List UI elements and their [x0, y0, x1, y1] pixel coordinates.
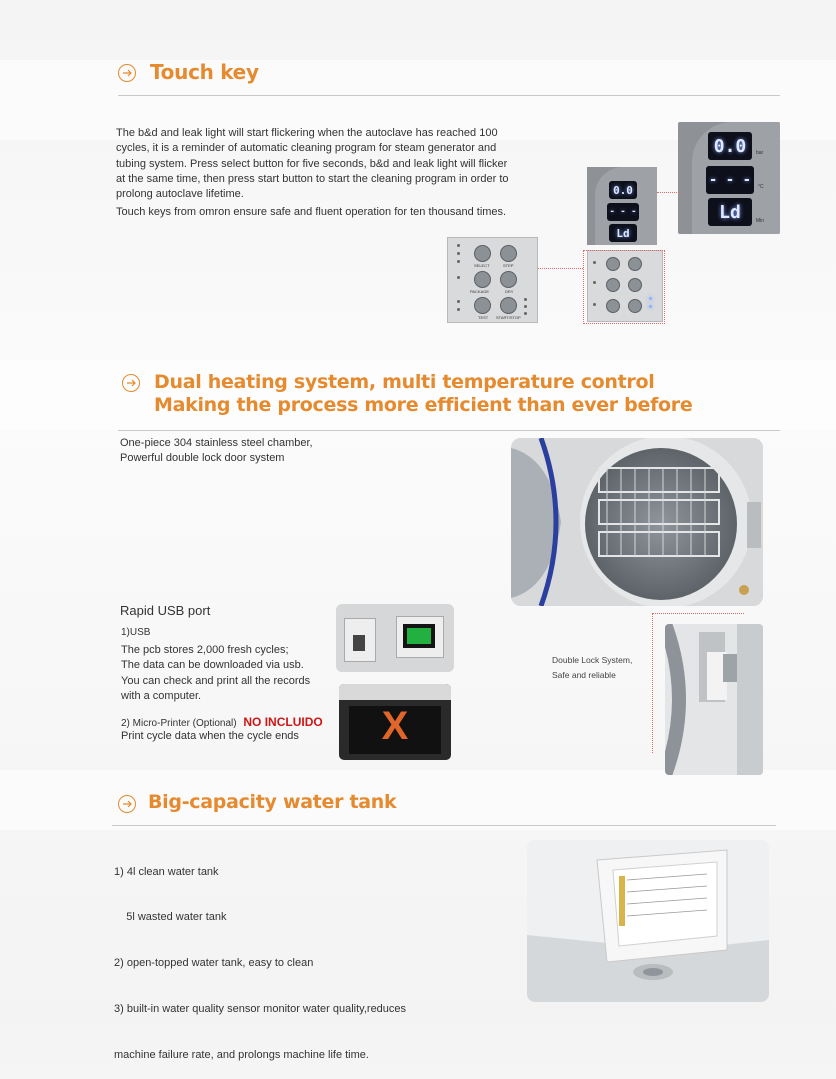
- led-temperature: - - -: [706, 166, 754, 194]
- text-line: 3) built-in water quality sensor monitor water quality,reduces: [114, 1003, 407, 1016]
- text-line: at the same time, then press start button to start the cleaning program in order to: [116, 172, 509, 185]
- led-temperature: - - -: [607, 203, 639, 221]
- arrow-circle-icon: [118, 64, 136, 82]
- touch-key-description: [116, 126, 536, 221]
- text-line: machine failure rate, and prolongs machine life time.: [114, 1049, 369, 1062]
- key-label: PACKAGE: [470, 289, 490, 294]
- double-lock-image: [665, 624, 763, 775]
- not-included-note: NO INCLUIDO: [243, 715, 323, 729]
- dry-key[interactable]: [500, 271, 517, 288]
- text-line: with a computer.: [121, 689, 202, 702]
- power-switch-icon: [407, 628, 431, 644]
- text-line: The data can be downloaded via usb.: [121, 659, 304, 672]
- connector-line: [657, 192, 679, 193]
- unit-label: bar: [756, 150, 764, 156]
- title-line: Dual heating system, multi temperature control: [154, 371, 655, 393]
- usb-icon: [353, 635, 365, 651]
- indicator-light: [457, 276, 460, 279]
- text-line: 2) Micro-Printer (Optional): [121, 718, 237, 729]
- package-key[interactable]: [474, 271, 491, 288]
- text-line: The b&d and leak light will start flickering when the autoclave has reached 100: [116, 127, 498, 139]
- printer-item-label: [121, 715, 323, 729]
- indicator-light: [524, 312, 527, 315]
- indicator-light: [524, 298, 527, 301]
- highlight-box: [583, 250, 665, 324]
- usb-port-image: [336, 604, 454, 672]
- keypad-large: [447, 237, 538, 323]
- usb-description: [121, 643, 331, 704]
- water-tank-description: [114, 834, 474, 1079]
- divider: [112, 825, 776, 826]
- text-line: Safe and reliable: [552, 670, 616, 680]
- connector-line: [652, 613, 653, 753]
- step-key[interactable]: [500, 245, 517, 262]
- led-pressure: 0.0: [708, 132, 752, 160]
- start-stop-key[interactable]: [500, 297, 517, 314]
- switch-plate: [396, 616, 444, 658]
- indicator-light: [457, 244, 460, 247]
- text-line: 1) 4l clean water tank: [114, 865, 219, 878]
- connector-line: [536, 268, 583, 269]
- chamber-image: [511, 438, 763, 606]
- usb-item-label: 1)USB: [121, 627, 151, 638]
- select-key[interactable]: [474, 245, 491, 262]
- section-title-water-tank: Big-capacity water tank: [148, 791, 397, 813]
- led-minutes: Ld: [708, 198, 752, 226]
- text-line: You can check and print all the records: [121, 674, 311, 687]
- text-line: Double Lock System,: [552, 655, 633, 665]
- indicator-light: [457, 252, 460, 255]
- micro-printer-image: [339, 684, 451, 760]
- key-label: START/STOP: [496, 315, 521, 320]
- led-pressure: 0.0: [609, 181, 637, 199]
- unit-label: °C: [758, 184, 764, 190]
- printer-description: Print cycle data when the cycle ends: [121, 730, 299, 742]
- display-panel-large: [678, 122, 780, 234]
- text-line: tubing system. Press select button for five seconds, b&d and leak light will flicker: [116, 157, 508, 170]
- key-label: STEP: [503, 263, 514, 268]
- usb-title: Rapid USB port: [120, 603, 211, 618]
- usb-slot-plate: [344, 618, 376, 662]
- arrow-circle-icon: [118, 795, 136, 813]
- indicator-light: [457, 260, 460, 263]
- title-line: Making the process more efficient than ever before: [154, 394, 693, 416]
- text-line: The pcb stores 2,000 fresh cycles;: [121, 644, 289, 656]
- key-label: DRY: [505, 289, 514, 294]
- text-line: cycles, it is a reminder of automatic cleaning program for steam generator and: [116, 142, 497, 155]
- power-switch[interactable]: [403, 624, 435, 648]
- text-line: 5l wasted water tank: [114, 911, 227, 924]
- key-label: TEST: [478, 315, 489, 320]
- text-line: prolong autoclave lifetime.: [116, 188, 244, 201]
- led-minutes: Ld: [609, 224, 637, 242]
- text-line: 2) open-topped water tank, easy to clean: [114, 957, 314, 970]
- divider: [118, 95, 780, 96]
- text-line: Powerful double lock door system: [120, 452, 285, 465]
- double-lock-caption: [552, 653, 632, 683]
- display-panel-small: [587, 167, 657, 245]
- unit-label: Min: [756, 218, 765, 224]
- water-tank-image: [527, 840, 769, 1002]
- text-line: One-piece 304 stainless steel chamber,: [120, 437, 313, 449]
- key-label: SELECT: [474, 263, 490, 268]
- text-line: Touch keys from omron ensure safe and fluent operation for ten thousand times.: [116, 206, 507, 219]
- indicator-light: [524, 305, 527, 308]
- chamber-description: [120, 436, 420, 467]
- cross-mark-icon: X: [381, 704, 409, 748]
- arrow-circle-icon: [122, 374, 140, 392]
- test-key[interactable]: [474, 297, 491, 314]
- indicator-light: [457, 308, 460, 311]
- divider: [118, 430, 780, 431]
- section-title-dual-heating: [154, 371, 692, 417]
- connector-line: [652, 613, 744, 614]
- indicator-light: [457, 300, 460, 303]
- section-title-touch-key: Touch key: [150, 60, 259, 84]
